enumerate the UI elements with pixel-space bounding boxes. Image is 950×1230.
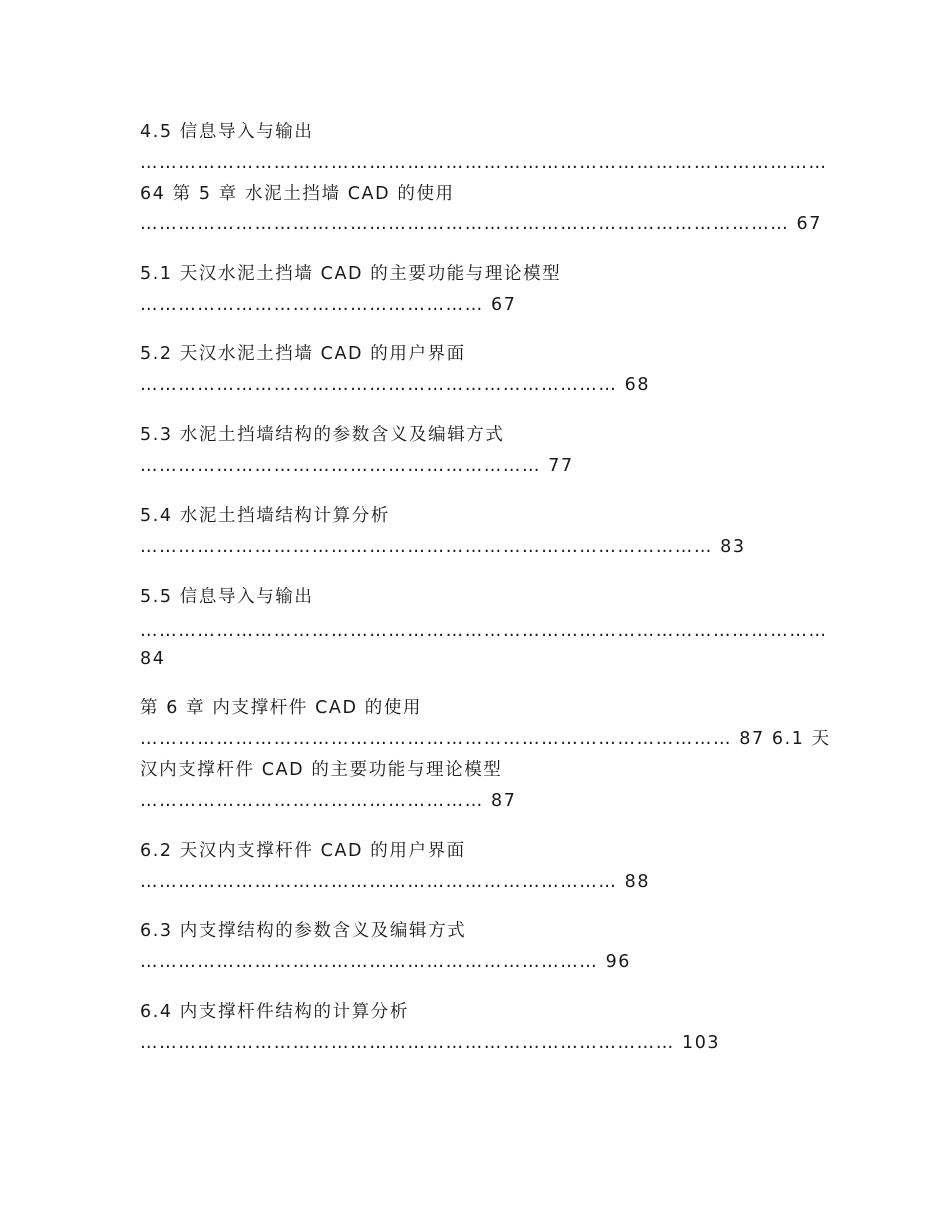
toc-heading-6-3: 6.3 内支撑结构的参数含义及编辑方式 bbox=[140, 921, 467, 941]
toc-dot-leader-page: ……………………………………………………………… 96 bbox=[140, 952, 632, 972]
toc-dot-leader-page: ……………………………………………………… 77 bbox=[140, 456, 574, 476]
toc-dot-leader: ……………………………………………………………………………………………… bbox=[140, 153, 828, 173]
toc-dot-leader-page: ………………………………………………………………… 88 bbox=[140, 872, 651, 892]
toc-heading-chapter-6: 第 6 章 内支撑杆件 CAD 的使用 bbox=[140, 698, 423, 718]
toc-dot-leader-page: ………………………………………………………………………… 103 bbox=[140, 1033, 721, 1053]
toc-heading-4-5: 4.5 信息导入与输出 bbox=[140, 122, 314, 142]
toc-heading-6-1: 汉内支撑杆件 CAD 的主要功能与理论模型 bbox=[140, 760, 503, 780]
toc-dot-leader-page: ……………………………………………… 67 bbox=[140, 295, 517, 315]
toc-dot-leader-page: ………………………………………………………………………………… 87 6.1 天 bbox=[140, 729, 831, 749]
toc-heading-5-4: 5.4 水泥土挡墙结构计算分析 bbox=[140, 506, 390, 526]
toc-dot-leader-page: ……………………………………………… 87 bbox=[140, 791, 517, 811]
toc-heading-5-2: 5.2 天汉水泥土挡墙 CAD 的用户界面 bbox=[140, 344, 466, 364]
toc-page-number: 84 bbox=[140, 649, 166, 669]
toc-dot-leader: ……………………………………………………………………………………………… bbox=[140, 621, 828, 641]
toc-heading-5-3: 5.3 水泥土挡墙结构的参数含义及编辑方式 bbox=[140, 425, 505, 445]
toc-dot-leader-page: ………………………………………………………………… 68 bbox=[140, 375, 651, 395]
toc-heading-5-1: 5.1 天汉水泥土挡墙 CAD 的主要功能与理论模型 bbox=[140, 264, 562, 284]
toc-dot-leader-page: ………………………………………………………………………………………… 67 bbox=[140, 214, 823, 234]
toc-heading-5-5: 5.5 信息导入与输出 bbox=[140, 587, 314, 607]
toc-heading-6-2: 6.2 天汉内支撑杆件 CAD 的用户界面 bbox=[140, 841, 466, 861]
toc-heading-6-4: 6.4 内支撑杆件结构的计算分析 bbox=[140, 1002, 409, 1022]
toc-dot-leader-page: ……………………………………………………………………………… 83 bbox=[140, 537, 746, 557]
toc-heading-chapter-5: 64 第 5 章 水泥土挡墙 CAD 的使用 bbox=[140, 184, 455, 204]
